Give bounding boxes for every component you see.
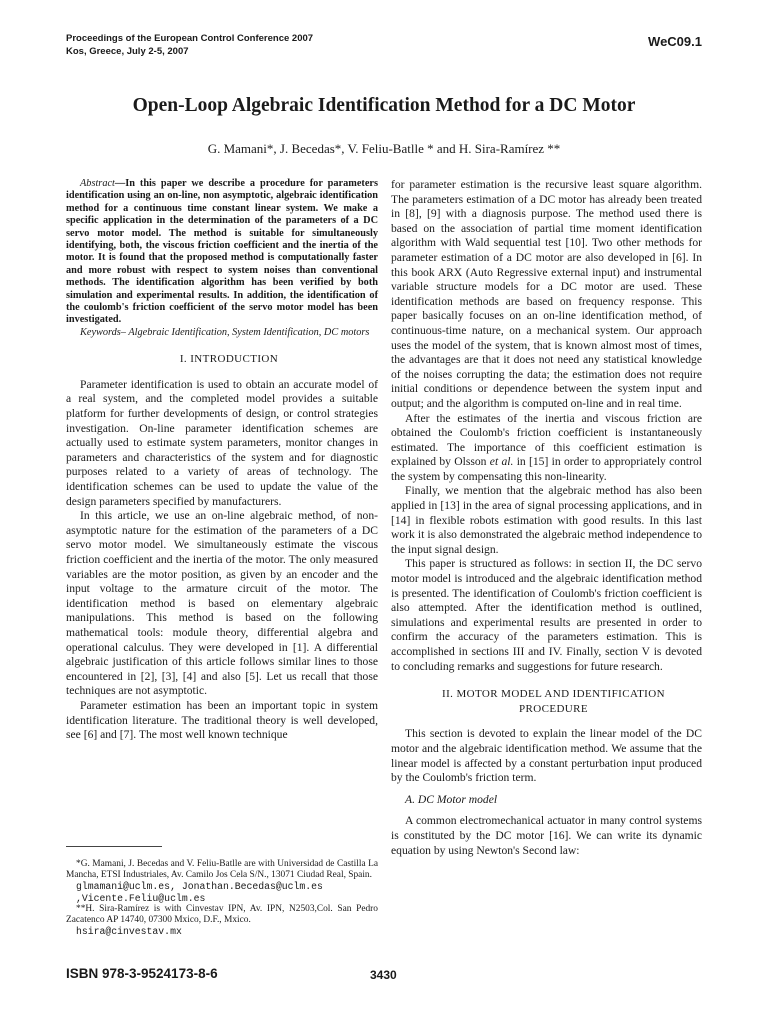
abstract	[66, 178, 378, 327]
paper-code: WeC09.1	[648, 34, 702, 49]
paragraph-text: in [15] in order to appropriately control the system by compensating this non-linearity.	[391, 455, 702, 483]
subsection-heading: A. DC Motor model	[405, 792, 498, 806]
keywords: Keywords– Algebraic Identification, System Identification, DC motors	[80, 326, 370, 338]
intro-paragraph: Parameter estimation has been an important topic in system identification literature. The traditional theory is well developed, see [6] and [7]. The most well known technique	[66, 698, 378, 742]
footnote-affiliation-2: **H. Sira-Ramírez is with Cinvestav IPN, Av. IPN, N2503,Col. San Pedro Zacatenco AP 14740, 07300 Mxico, D.F., Mxico.	[66, 903, 378, 926]
intro-paragraph: In this article, we use an on-line algebraic method, of non-asymptotic nature for the estimation of the parameters of a DC servo motor model. We simultaneously estimate the viscous friction coefficient and the inertia of the motor. The only measured variables are the motor position, as given by an encoder and the input voltage to the armature circuit of the motor. The identification method is based on elementary algebraic manipulations. This method is based on the following mathematical tools: module theory, differential algebra and operational calculus. They were developed in [1]. A differential algebraic justification of this article follows similar lines to those encountered in [2], [3], [4] and also [5]. Let us recall that those techniques are not asymptotic.	[66, 509, 378, 698]
isbn: ISBN 978-3-9524173-8-6	[66, 966, 218, 981]
paper-title: Open-Loop Algebraic Identification Method for a DC Motor	[132, 95, 636, 116]
page-number: 3430	[370, 968, 397, 982]
intro-paragraph	[391, 412, 702, 485]
conference-header	[66, 33, 313, 58]
section-heading-line: PROCEDURE	[519, 702, 588, 715]
section-paragraph: A common electromechanical actuator in many control systems is constituted by the DC motor [16]. We can write its dynamic equation by using Newton's Second law:	[391, 814, 702, 857]
section-paragraph: This section is devoted to explain the linear model of the DC motor and the algebraic identification method. We assume that the linear model is affected by a constant perturbation input produced by the Coulomb's friction term.	[391, 727, 702, 785]
right-column	[391, 178, 702, 858]
conference-location: Kos, Greece, July 2-5, 2007	[66, 45, 189, 57]
section-heading-introduction: I. INTRODUCTION	[179, 353, 279, 366]
abstract-text: In this paper we describe a procedure for parameters identification using an on-line, non asymptotic, algebraic identification method for a continuous time constant linear system. We make a specific application in the determination of the parameters of a DC servo motor model. The method is suitable for simultaneously identifying, both, the viscous friction coefficient and the inertia of the motor. It is found that the proposed method is computationally faster and more robust with respect to system noises than conventional methods. The identification algorithm has been verified by both simulation and experimental results. In addition, the identification of the coulomb's friction coefficient of the servo motor model has been investigated.	[66, 178, 378, 326]
paragraph-italic-text: et al.	[489, 455, 514, 469]
footnote-email: glmamani@uclm.es, Jonathan.Becedas@uclm.es	[76, 881, 323, 893]
intro-paragraph: Finally, we mention that the algebraic method has also been applied in [13] in the area of signal processing applications, and in [14] in flexible robots estimation with good results. In this last work it is also demonstrated the algebraic method independence to the input signal design.	[391, 484, 702, 556]
footnote-affiliation-1: *G. Mamani, J. Becedas and V. Feliu-Batlle are with Universidad de Castilla La Mancha, ETSI Industriales, Av. Camilo Jos Cela S/N., 13071 Ciudad Real, Spain.	[66, 859, 378, 881]
footnote-rule	[66, 846, 162, 847]
footnote-email: hsira@cinvestav.mx	[76, 926, 182, 938]
intro-paragraph: Parameter identification is used to obtain an accurate model of a real system, and the completed model provides a suitable platform for further developments of design, or control strategies investigation. On-line parameter identification schemes are actually used to estimate system parameters, monitor changes in parameters and characteristics of the system and for diagnostic purposes related to a variety of areas of technology. The identification schemes can be used to update the value of the design parameters specified by manufacturers.	[66, 377, 378, 508]
section-heading-line: II. MOTOR MODEL AND IDENTIFICATION	[442, 688, 665, 701]
intro-paragraph-continued: for parameter estimation is the recursive least square algorithm. The parameters estimation of a DC motor has already been treated in [8], [9] with a diagnosis purpose. The method used there is based on the association of partial time moment identification algorithm with Wald sequential test [10]. Two other methods for parameter estimation of a DC motor are also developed in [6]. In this book ARX (Auto Regressive external input) and instrumental variable structure models for a DC motor are used. These identification methods are based on frequency response. This paper basically focuses on an on-line identification method, of continuous-time nature, on a mechanical system. Our approach uses the model of the system, that is known almost most of times, the advantages are that it does not need any statistical knowledge of the noises corrupting the data; the estimation does not require initial conditions or dependence between the system input and output; and the algorithm is computed on-line and in real time.	[391, 178, 702, 410]
abstract-label: Abstract	[80, 178, 115, 189]
conference-name: Proceedings of the European Control Conference 2007	[66, 33, 314, 44]
author-footnote	[66, 859, 378, 937]
paragraph-text: After the estimates of the inertia and viscous friction are obtained the Coulomb's friction coefficient is instantaneously estimated. The importance of this coefficient estimation is explained by Olsson	[391, 411, 702, 469]
intro-paragraph: This paper is structured as follows: in section II, the DC servo motor model is introduced and the algebraic identification method is presented. The identification of Coulomb's friction coefficient is also attempted. After the identification method is outlined, simulations and experimental results are presented in order to confirm the accuracy of the parameters estimation. This is accomplished in sections III and IV. Finally, section V is devoted to concluding remarks and suggestions for future research.	[391, 557, 702, 673]
author-list: G. Mamani*, J. Becedas*, V. Feliu-Batlle * and H. Sira-Ramírez **	[207, 141, 561, 156]
abstract-separator: —	[114, 178, 126, 189]
left-column	[66, 178, 378, 743]
footnote-email: ,Vicente.Feliu@uclm.es	[76, 892, 206, 904]
section-heading-motor-model	[391, 687, 702, 716]
